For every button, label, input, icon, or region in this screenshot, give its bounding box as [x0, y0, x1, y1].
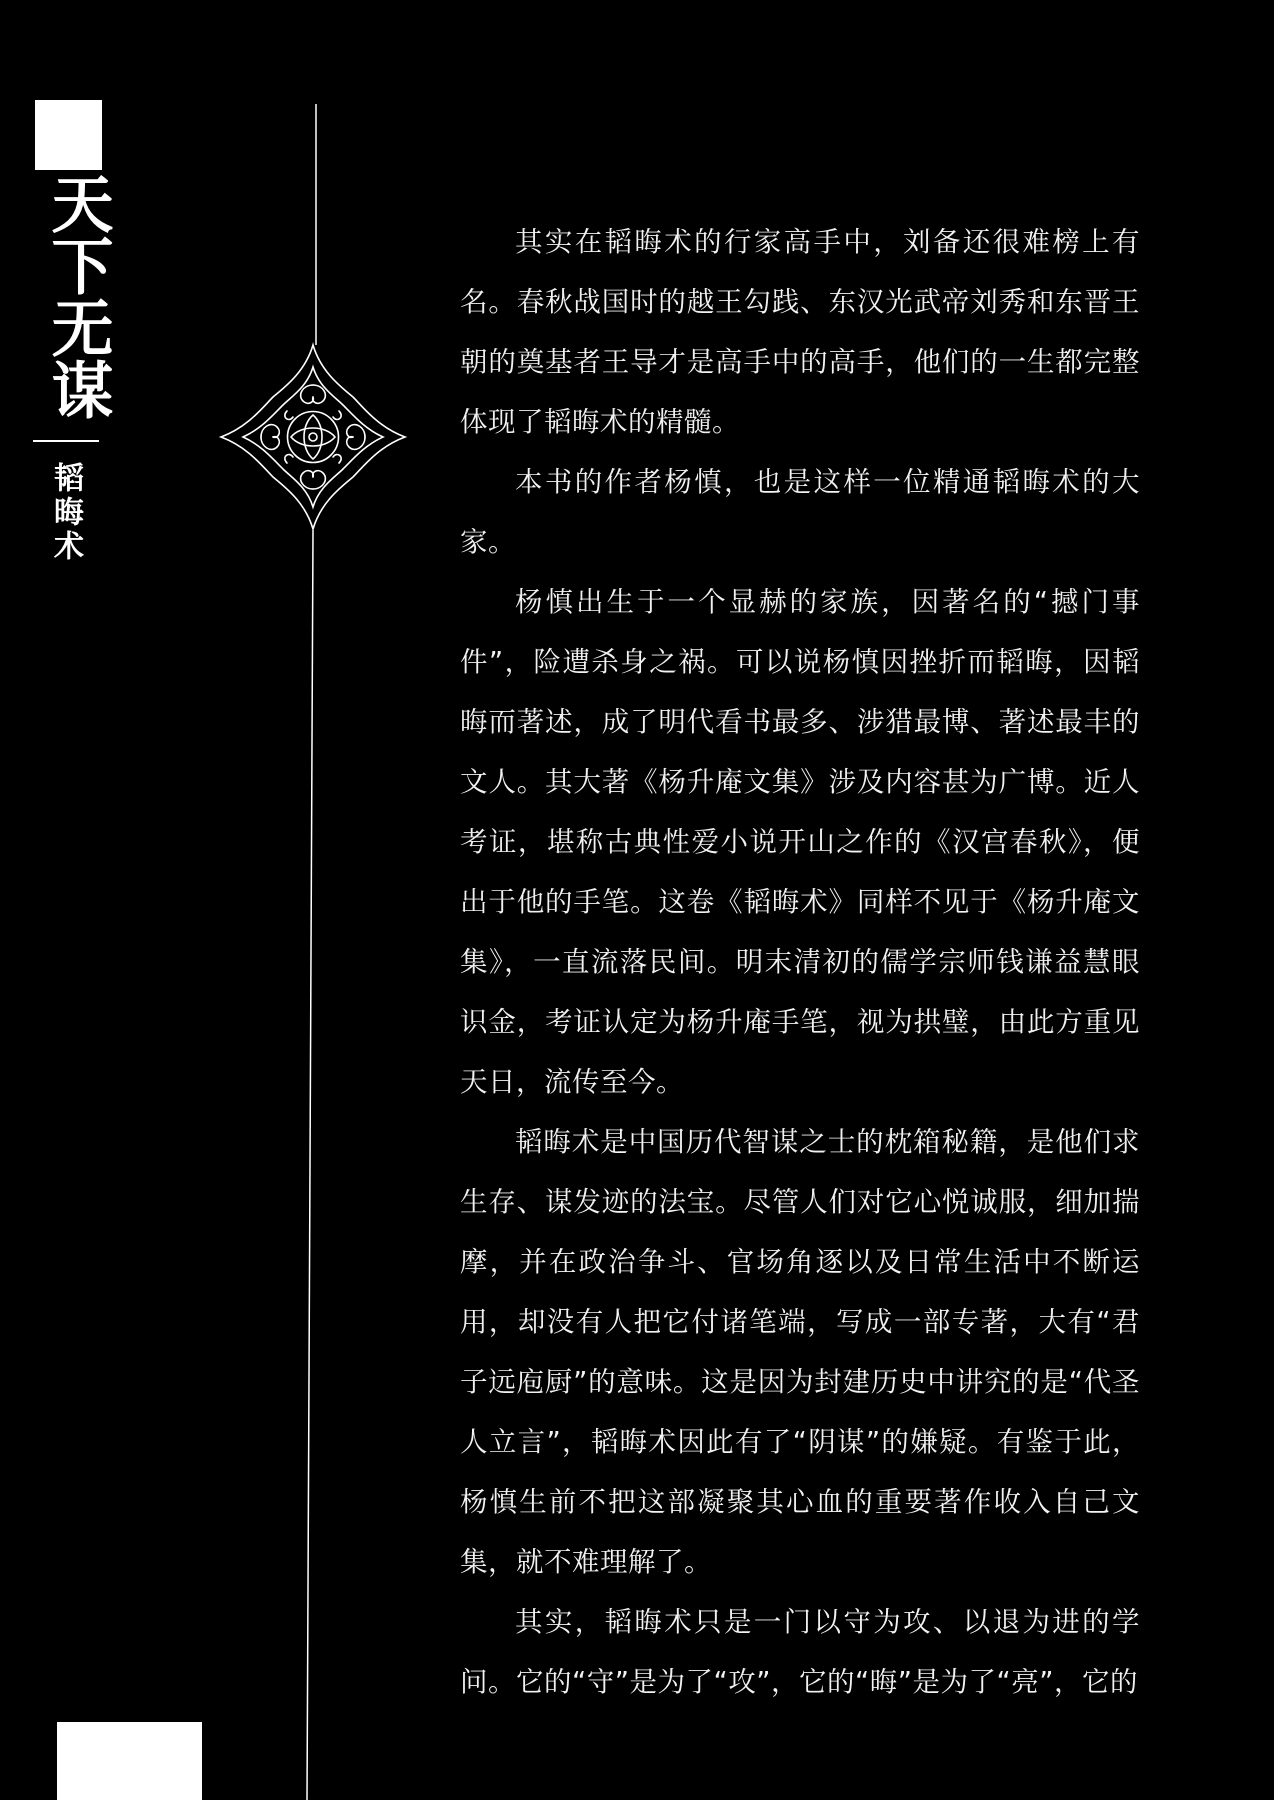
paragraph: 韬晦术是中国历代智谋之士的枕箱秘籍，是他们求生存、谋发迹的法宝。尽管人们对它心悦诚服，细加揣摩，并在政治争斗、官场角逐以及日常生活中不断运用，却没有人把它付诸笔端，写成一部专著，大有“君子远庖厨”的意味。这是因为封建历史中讲究的是“代圣人立言”，韬晦术因此有了“阴谋”的嫌疑。有鉴于此，杨慎生前不把这部凝聚其心血的重要著作收入自己文集，就不难理解了。: [460, 1126, 1140, 1578]
body-text: [460, 212, 1140, 1712]
book-subtitle: 韬晦术: [48, 462, 83, 564]
paragraph: 杨慎出生于一个显赫的家族，因著名的“撼门事件”，险遭杀身之祸。可以说杨慎因挫折而韬晦，因韬晦而著述，成了明代看书最多、涉猎最博、著述最丰的文人。其大著《杨升庵文集》涉及内容甚为广博。近人考证，堪称古典性爱小说开山之作的《汉宫春秋》，便出于他的手笔。这卷《韬晦术》同样不见于《杨升庵文集》，一直流落民间。明末清初的儒学宗师钱谦益慧眼识金，考证认定为杨升庵手笔，视为拱璧，由此方重见天日，流传至今。: [460, 586, 1140, 1098]
book-series-title: 天下无谋: [41, 172, 114, 420]
paragraph: 其实，韬晦术只是一门以守为攻、以退为进的学问。它的“守”是为了“攻”，它的“晦”是为了“亮”，它的: [460, 1606, 1140, 1698]
paragraph: 其实在韬晦术的行家高手中，刘备还很难榜上有名。春秋战国时的越王勾践、东汉光武帝刘秀和东晋王朝的奠基者王导才是高手中的高手，他们的一生都完整体现了韬晦术的精髓。: [460, 226, 1140, 438]
lotus-diamond-ornament-icon: [218, 342, 408, 532]
paragraph: 本书的作者杨慎，也是这样一位精通韬晦术的大家。: [460, 466, 1140, 558]
